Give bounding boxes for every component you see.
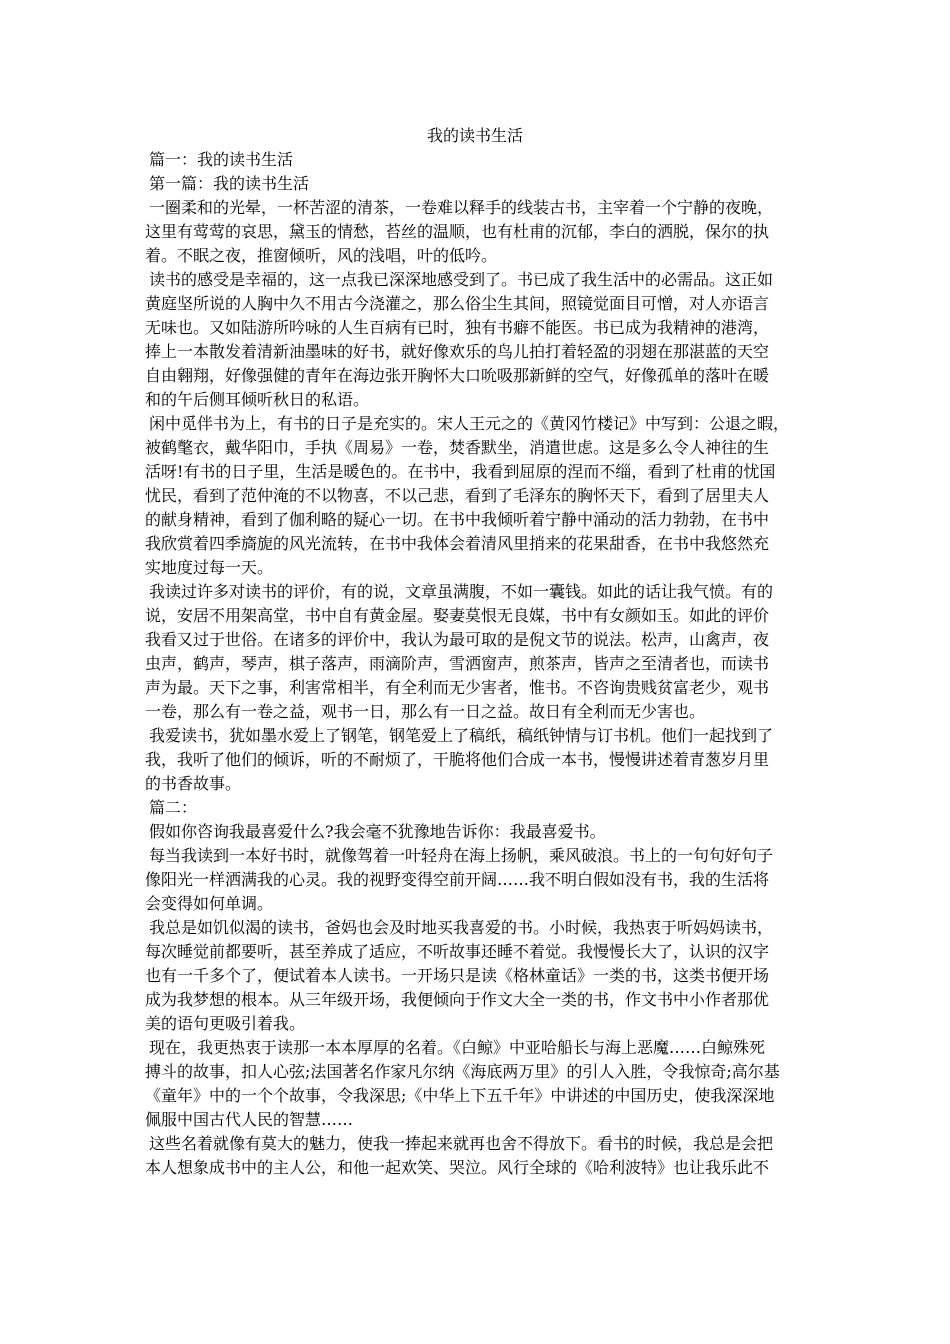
paragraph (145, 268, 810, 412)
paragraph (145, 916, 810, 1036)
text-line: 实地度过每一天。 (145, 558, 274, 577)
text-line: 无味也。又如陆游所吟咏的人生百病有已时，独有书癖不能医。书已成为我精神的港湾， (145, 318, 770, 337)
text-line: 每当我读到一本好书时，就像驾着一叶轻舟在海上扬帆，乘风破浪。书上的一句句好句子 (149, 846, 774, 865)
paragraph (145, 412, 810, 580)
text-line: 说，安居不用架高堂，书中自有黄金屋。娶妻莫恨无良媒，书中有女颜如玉。如此的评价 (145, 606, 770, 625)
paragraph (145, 580, 810, 724)
text-line: 闲中觅伴书为上，有书的日子是充实的。宋人王元之的《黄冈竹楼记》中写到：公退之暇， (149, 414, 790, 433)
text-line: 的书香故事。 (145, 774, 242, 793)
text-line: 会变得如何单调。 (145, 894, 274, 913)
text-line: 声为最。天下之事，利害常相半，有全利而无少害者，惟书。不咨询贵贱贫富老少，观书 (145, 678, 770, 697)
text-line: 假如你咨询我最喜爱什么?我会毫不犹豫地告诉你：我最喜爱书。 (149, 822, 606, 841)
paragraph (145, 820, 810, 844)
text-line: 本人想象成书中的主人公，和他一起欢笑、哭泣。风行全球的《哈利波特》也让我乐此不 (145, 1158, 770, 1177)
text-line: 我，我听了他们的倾诉，听的不耐烦了，干脆将他们合成一本书，慢慢讲述着青葱岁月里 (145, 750, 770, 769)
text-line: 黄庭坚所说的人胸中久不用古今浇灌之，那么俗尘生其间，照镜觉面目可憎，对人亦语言 (145, 294, 770, 313)
text-line: 忧民，看到了范仲淹的不以物喜，不以己悲，看到了毛泽东的胸怀天下，看到了居里夫人 (145, 486, 770, 505)
text-line: 《童年》中的一个个故事，令我深思;《中华上下五千年》中讲述的中国历史，使我深深地 (145, 1086, 775, 1105)
text-line: 我看又过于世俗。在诸多的评价中，我认为最可取的是倪文节的说法。松声，山禽声，夜 (145, 630, 770, 649)
text-line: 我爱读书，犹如墨水爱上了钢笔，钢笔爱上了稿纸，稿纸钟情与订书机。他们一起找到了 (149, 726, 774, 745)
text-line: 搏斗的故事，扣人心弦;法国著名作家凡尔纳《海底两万里》的引人入胜，令我惊奇;高尔基 (145, 1062, 780, 1081)
text-line: 虫声，鹤声，琴声，棋子落声，雨滴阶声，雪洒窗声，煎茶声，皆声之至清者也，而读书 (145, 654, 770, 673)
text-line: 美的语句更吸引着我。 (145, 1014, 306, 1033)
text-line: 这里有莺莺的哀思，黛玉的情愁，苔丝的温顺，也有杜甫的沉郁，李白的洒脱，保尔的执 (145, 222, 770, 241)
text-line: 被鹤氅衣，戴华阳巾，手执《周易》一卷，焚香默坐，消遣世虑。这是多么令人神往的生 (145, 438, 770, 457)
text-line: 这些名着就像有莫大的魅力，使我一捧起来就再也舍不得放下。看书的时候，我总是会把 (149, 1134, 774, 1153)
text-line: 我总是如饥似渴的读书，爸妈也会及时地买我喜爱的书。小时候，我热衷于听妈妈读书， (149, 918, 774, 937)
text-line: 着。不眠之夜，推窗倾听，风的浅唱，叶的低吟。 (145, 246, 498, 265)
text-line: 每次睡觉前都要听，甚至养成了适应，不听故事还睡不着觉。我慢慢长大了，认识的汉字 (145, 942, 770, 961)
section-heading: 篇二： (149, 798, 198, 817)
text-line: 佩服中国古代人民的智慧…… (145, 1110, 354, 1129)
text-line: 的献身精神，看到了伽利略的疑心一切。在书中我倾听着宁静中涌动的活力勃勃，在书中 (145, 510, 770, 529)
paragraph (145, 1036, 810, 1132)
text-line: 一圈柔和的光晕，一杯苦涩的清茶，一卷难以释手的线装古书，主宰着一个宁静的夜晚， (149, 198, 774, 217)
paragraph (145, 196, 810, 268)
paragraph (145, 1132, 810, 1180)
text-line: 和的午后侧耳倾听秋日的私语。 (145, 390, 370, 409)
text-line: 成为我梦想的根本。从三年级开场，我便倾向于作文大全一类的书，作文书中小作者那优 (145, 990, 770, 1009)
section-heading: 第一篇：我的读书生活 (149, 174, 310, 193)
text-line: 一卷，那么有一卷之益，观书一日，那么有一日之益。故日有全利而无少害也。 (145, 702, 706, 721)
text-line: 读书的感受是幸福的，这一点我已深深地感受到了。书已成了我生活中的必需品。这正如 (149, 270, 774, 289)
text-line: 也有一千多个了，便试着本人读书。一开场只是读《格林童话》一类的书，这类书便开场 (145, 966, 770, 985)
text-line: 活呀!有书的日子里，生活是暖色的。在书中，我看到屈原的涅而不缁，看到了杜甫的忧国 (145, 462, 776, 481)
paragraph (145, 844, 810, 916)
text-line: 捧上一本散发着清新油墨味的好书，就好像欢乐的鸟儿拍打着轻盈的羽翅在那湛蓝的天空 (145, 342, 770, 361)
text-line: 现在，我更热衷于读那一本本厚厚的名着。《白鲸》中亚哈船长与海上恶魔……白鲸殊死 (149, 1038, 766, 1057)
document-body (145, 148, 810, 1180)
text-line: 像阳光一样洒满我的心灵。我的视野变得空前开阔……我不明白假如没有书，我的生活将 (145, 870, 770, 889)
document-title: 我的读书生活 (426, 126, 523, 145)
text-line: 自由翱翔，好像强健的青年在海边张开胸怀大口吮吸那新鲜的空气，好像孤单的落叶在暖 (145, 366, 770, 385)
text-line: 我读过许多对读书的评价，有的说，文章虽满腹，不如一囊钱。如此的话让我气愤。有的 (149, 582, 774, 601)
section-heading: 篇一：我的读书生活 (149, 150, 294, 169)
paragraph (145, 724, 810, 796)
text-line: 我欣赏着四季旖旎的风光流转，在书中我体会着清风里捎来的花果甜香，在书中我悠然充 (145, 534, 770, 553)
